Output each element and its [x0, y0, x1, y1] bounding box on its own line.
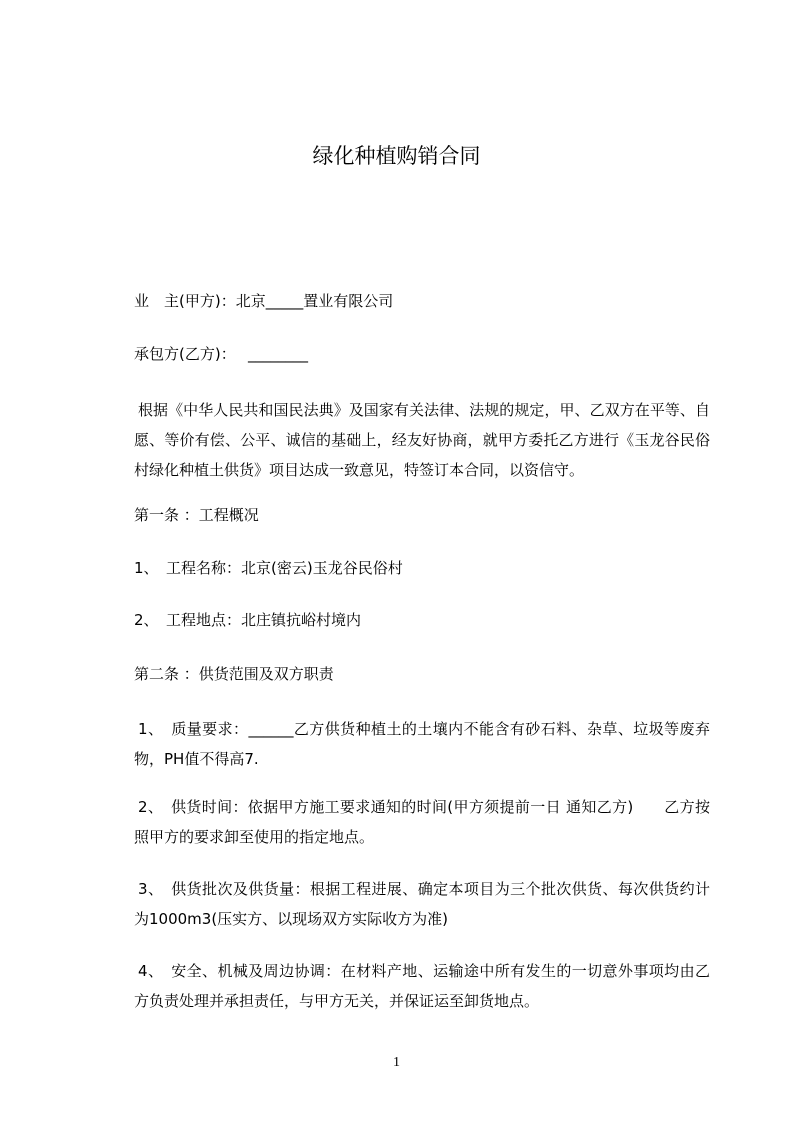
article-2-item: 3、 供货批次及供货量：根据工程进展、确定本项目为三个批次供货、每次供货约计为1000m3(压实方、以现场双方实际收方为准)	[134, 880, 710, 928]
party-b-line: 承包方(乙方)： ________	[134, 345, 308, 363]
document-title: 绿化种植购销合同	[312, 144, 481, 168]
article-1-heading: 第一条 ：工程概况	[134, 506, 259, 524]
article-1-item: 1、 工程名称：北京(密云)玉龙谷民俗村	[134, 559, 403, 577]
party-a-line: 业 主(甲方)：北京_____置业有限公司	[134, 292, 394, 310]
page-number: 1	[393, 1055, 400, 1070]
article-1-item: 2、 工程地点：北庄镇抗峪村境内	[134, 611, 362, 629]
article-2-heading: 第二条 ：供货范围及双方职责	[134, 665, 334, 683]
article-2-item: 2、 供货时间：依据甲方施工要求通知的时间(甲方须提前一日 通知乙方) 乙方按照甲方的要求卸至使用的指定地点。	[134, 798, 710, 846]
intro-paragraph: 根据《中华人民共和国民法典》及国家有关法律、法规的规定，甲、乙双方在平等、自愿、等价有偿、公平、诚信的基础上，经友好协商，就甲方委托乙方进行《玉龙谷民俗村绿化种植土供货》项目达成一致意见，特签订本合同，以资信守。	[134, 401, 710, 479]
article-2-item: 4、 安全、机械及周边协调：在材料产地、运输途中所有发生的一切意外事项均由乙方负责处理并承担责任，与甲方无关，并保证运至卸货地点。	[134, 962, 710, 1010]
article-2-item: 1、 质量要求：______乙方供货种植土的土壤内不能含有砂石料、杂草、垃圾等废弃物，PH值不得高7.	[134, 720, 710, 768]
